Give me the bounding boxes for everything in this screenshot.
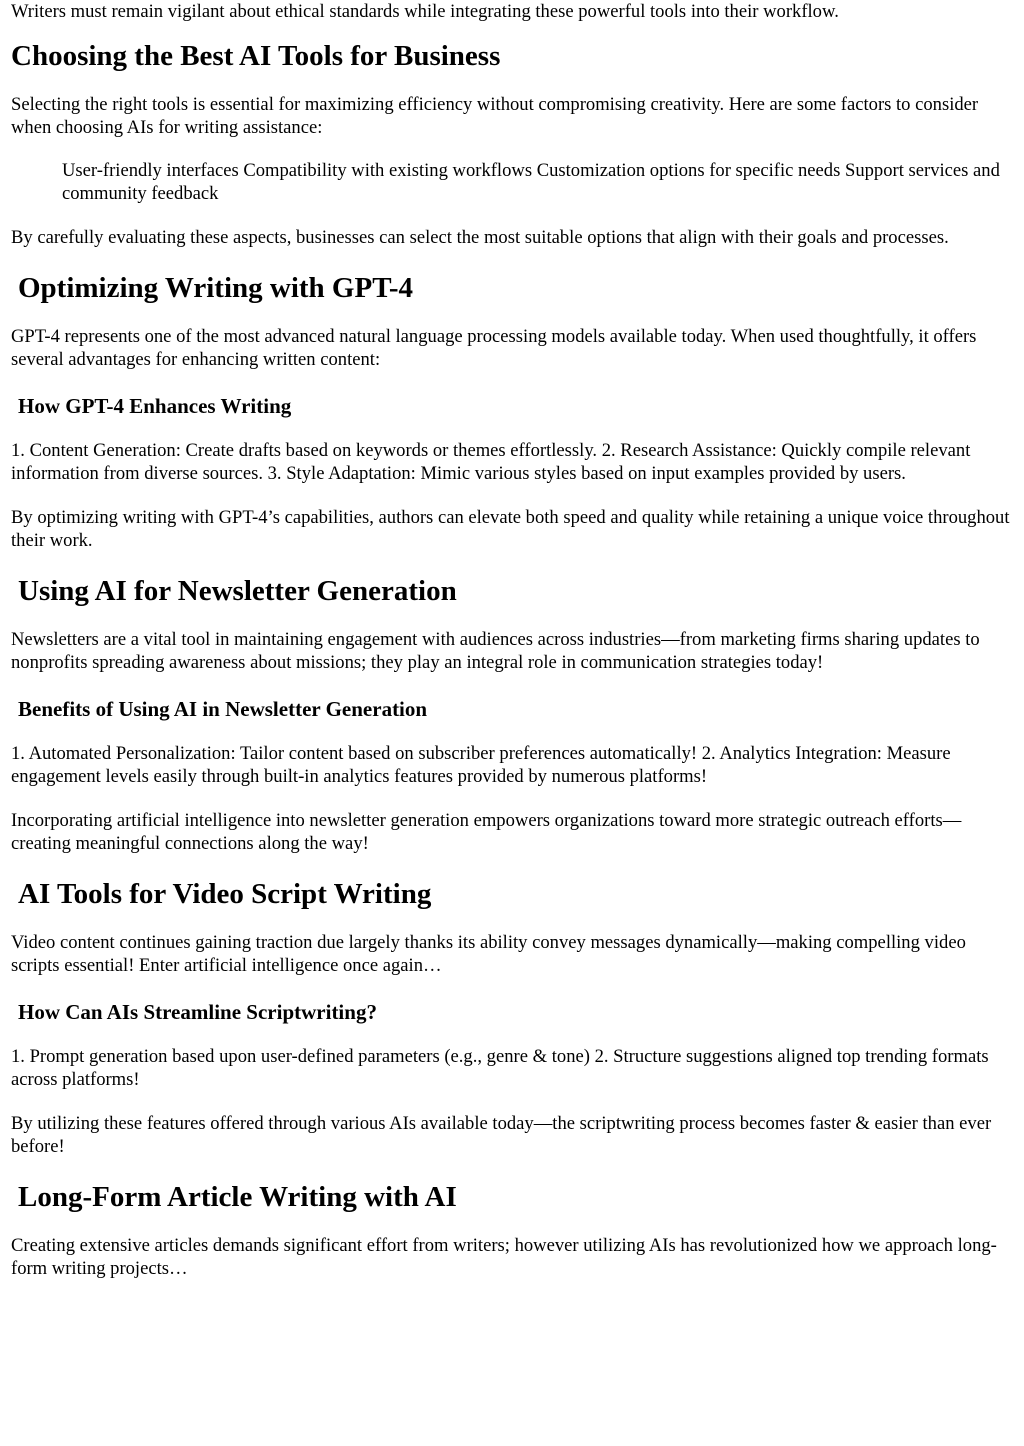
video-paragraph-3: By utilizing these features offered through various AIs available today—the scriptwriting process becomes faster & easier than ever before! [11, 1113, 992, 1157]
newsletter-paragraph-2: 1. Automated Personalization: Tailor content based on subscriber preferences automatically! 2. Analytics Integration: Measure engagement levels easily through built-in analytics features provided by numerous platforms! [11, 743, 951, 787]
intro-paragraph: Writers must remain vigilant about ethical standards while integrating these powerful tools into their workflow. [11, 1, 839, 22]
heading-newsletter: Using AI for Newsletter Generation [18, 575, 457, 607]
longform-paragraph-1: Creating extensive articles demands significant effort from writers; however utilizing AIs has revolutionized how we approach long-form writing projects… [11, 1235, 997, 1279]
heading-optimizing-gpt4: Optimizing Writing with GPT-4 [18, 272, 414, 304]
tools-factors-list: User-friendly interfaces Compatibility with existing workflows Customization options for specific needs Support services and community feedback [62, 160, 1000, 204]
video-paragraph-1: Video content continues gaining traction due largely thanks its ability convey messages dynamically—making compelling video scripts essential! Enter artificial intelligence once again… [11, 932, 966, 976]
gpt4-paragraph-3: By optimizing writing with GPT-4’s capabilities, authors can elevate both speed and quality while retaining a unique voice throughout their work. [11, 507, 1010, 551]
subheading-gpt4-enhances: How GPT-4 Enhances Writing [18, 394, 292, 418]
subheading-newsletter-benefits: Benefits of Using AI in Newsletter Generation [18, 697, 428, 721]
heading-choosing-tools: Choosing the Best AI Tools for Business [11, 40, 501, 72]
subheading-scriptwriting: How Can AIs Streamline Scriptwriting? [18, 1000, 377, 1024]
tools-paragraph-1: Selecting the right tools is essential for maximizing efficiency without compromising creativity. Here are some factors to consider when choosing AIs for writing assistance: [11, 94, 979, 138]
gpt4-paragraph-2: 1. Content Generation: Create drafts based on keywords or themes effortlessly. 2. Research Assistance: Quickly compile relevant information from diverse sources. 3. Style Adaptation: Mimic various styles based on input examples provided by users. [11, 440, 971, 484]
heading-video-script: AI Tools for Video Script Writing [18, 878, 432, 910]
newsletter-paragraph-3: Incorporating artificial intelligence into newsletter generation empowers organizations toward more strategic outreach efforts—creating meaningful connections along the way! [11, 810, 962, 854]
newsletter-paragraph-1: Newsletters are a vital tool in maintaining engagement with audiences across industries—from marketing firms sharing updates to nonprofits spreading awareness about missions; they play an integral role in communication strategies today! [11, 629, 980, 673]
tools-paragraph-2: By carefully evaluating these aspects, businesses can select the most suitable options that align with their goals and processes. [11, 227, 949, 248]
gpt4-paragraph-1: GPT-4 represents one of the most advanced natural language processing models available today. When used thoughtfully, it offers several advantages for enhancing written content: [11, 326, 977, 370]
video-paragraph-2: 1. Prompt generation based upon user-defined parameters (e.g., genre & tone) 2. Structure suggestions aligned top trending formats across platforms! [11, 1046, 989, 1090]
heading-long-form: Long-Form Article Writing with AI [18, 1181, 457, 1213]
